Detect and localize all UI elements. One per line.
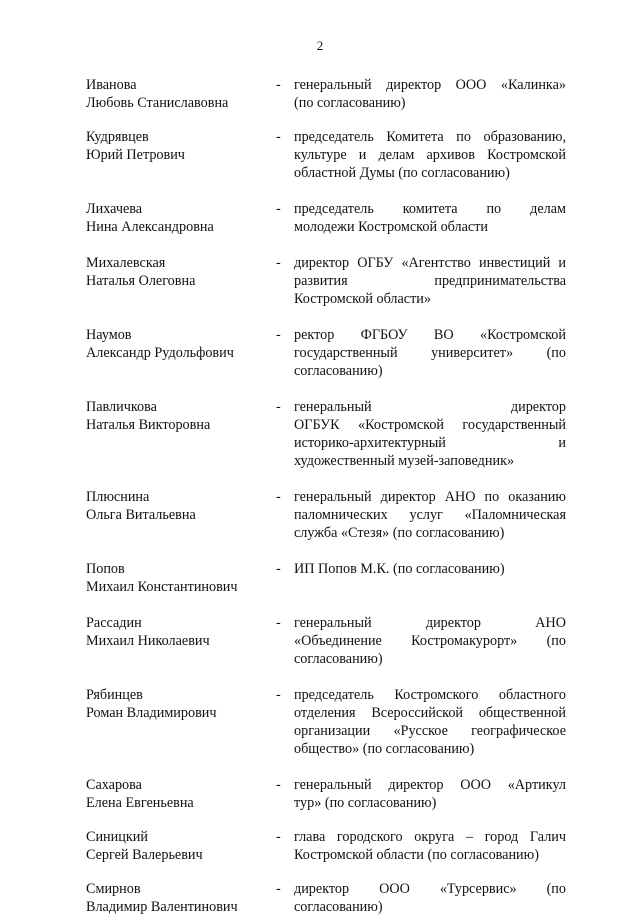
role-line: государственный университет» (по	[294, 345, 566, 361]
position-description	[294, 776, 566, 812]
position-description	[294, 254, 566, 308]
members-list	[86, 76, 566, 916]
role-line: генеральный директор ООО «Калинка»	[294, 77, 566, 93]
role-line: генеральный директор АНО по оказанию	[294, 489, 566, 505]
role-line: председатель комитета по делам	[294, 201, 566, 217]
role-line: художественный музей-заповедник»	[294, 453, 515, 469]
position-description	[294, 128, 566, 182]
list-item	[86, 128, 566, 182]
surname: Лихачева	[86, 201, 143, 217]
list-item	[86, 326, 566, 380]
dash-separator: -	[276, 327, 281, 343]
given-names: Любовь Станиславовна	[86, 95, 229, 111]
role-line: председатель Комитета по образованию,	[294, 129, 566, 145]
role-line: председатель Костромского областного	[294, 687, 566, 703]
surname: Кудрявцев	[86, 129, 149, 145]
role-line: ИП Попов М.К. (по согласованию)	[294, 561, 505, 577]
dash-separator: -	[276, 777, 281, 793]
given-names: Сергей Валерьевич	[86, 847, 203, 863]
person-name	[86, 560, 276, 596]
dash-separator: -	[276, 201, 281, 217]
role-line: служба «Стезя» (по согласованию)	[294, 525, 505, 541]
list-item	[86, 398, 566, 470]
person-name	[86, 776, 276, 812]
dash-separator: -	[276, 129, 281, 145]
position-description	[294, 560, 566, 596]
position-description	[294, 614, 566, 668]
list-item	[86, 776, 566, 812]
role-line: молодежи Костромской области	[294, 219, 489, 235]
given-names: Наталья Олеговна	[86, 273, 196, 289]
list-item	[86, 76, 566, 112]
person-name	[86, 326, 276, 380]
position-description	[294, 200, 566, 236]
role-line: Костромской области»	[294, 291, 431, 307]
surname: Плюснина	[86, 489, 150, 505]
given-names: Елена Евгеньевна	[86, 795, 194, 811]
role-line: директор ООО «Турсервис» (по	[294, 881, 566, 897]
page-number: 2	[316, 38, 324, 53]
dash-separator: -	[276, 881, 281, 897]
role-line: генеральный директор ООО «Артикул	[294, 777, 566, 793]
dash-separator: -	[276, 615, 281, 631]
position-description	[294, 488, 566, 542]
role-line: (по согласованию)	[294, 95, 406, 111]
list-item	[86, 614, 566, 668]
list-item	[86, 828, 566, 864]
given-names: Михаил Константинович	[86, 579, 238, 595]
surname: Павличкова	[86, 399, 157, 415]
list-item	[86, 254, 566, 308]
surname: Сахарова	[86, 777, 142, 793]
dash-separator: -	[276, 829, 281, 845]
role-line: глава городского округа – город Галич	[294, 829, 566, 845]
surname: Рябинцев	[86, 687, 143, 703]
given-names: Нина Александровна	[86, 219, 214, 235]
surname: Синицкий	[86, 829, 148, 845]
position-description	[294, 76, 566, 112]
position-description	[294, 326, 566, 380]
role-line: согласованию)	[294, 363, 383, 379]
role-line: развития предпринимательства	[294, 273, 566, 289]
surname: Смирнов	[86, 881, 141, 897]
role-line: областной Думы (по согласованию)	[294, 165, 510, 181]
surname: Иванова	[86, 77, 137, 93]
given-names: Роман Владимирович	[86, 705, 217, 721]
list-item	[86, 488, 566, 542]
role-line: генеральный директор	[294, 399, 566, 415]
person-name	[86, 76, 276, 112]
dash-separator: -	[276, 561, 281, 577]
given-names: Александр Рудольфович	[86, 345, 234, 361]
person-name	[86, 254, 276, 308]
role-line: отделения Всероссийской общественной	[294, 705, 566, 721]
position-description	[294, 828, 566, 864]
role-line: генеральный директор АНО	[294, 615, 566, 631]
role-line: «Объединение Костромакурорт» (по	[294, 633, 566, 649]
person-name	[86, 398, 276, 470]
given-names: Владимир Валентинович	[86, 899, 238, 915]
list-item	[86, 560, 566, 596]
person-name	[86, 686, 276, 758]
role-line: ректор ФГБОУ ВО «Костромской	[294, 327, 566, 343]
surname: Михалевская	[86, 255, 166, 271]
given-names: Ольга Витальевна	[86, 507, 196, 523]
person-name	[86, 128, 276, 182]
given-names: Наталья Викторовна	[86, 417, 211, 433]
list-item	[86, 200, 566, 236]
role-line: Костромской области (по согласованию)	[294, 847, 539, 863]
dash-separator: -	[276, 255, 281, 271]
position-description	[294, 686, 566, 758]
surname: Рассадин	[86, 615, 142, 631]
role-line: организации «Русское географическое	[294, 723, 566, 739]
person-name	[86, 200, 276, 236]
dash-separator: -	[276, 77, 281, 93]
list-item	[86, 686, 566, 758]
role-line: тур» (по согласованию)	[294, 795, 437, 811]
given-names: Михаил Николаевич	[86, 633, 210, 649]
person-name	[86, 614, 276, 668]
dash-separator: -	[276, 687, 281, 703]
list-item	[86, 880, 566, 916]
role-line: ОГБУК «Костромской государственный	[294, 417, 566, 433]
role-line: историко-архитектурный и	[294, 435, 566, 451]
surname: Попов	[86, 561, 125, 577]
person-name	[86, 880, 276, 916]
dash-separator: -	[276, 399, 281, 415]
role-line: согласованию)	[294, 899, 383, 915]
person-name	[86, 488, 276, 542]
role-line: общество» (по согласованию)	[294, 741, 475, 757]
person-name	[86, 828, 276, 864]
role-line: культуре и делам архивов Костромской	[294, 147, 566, 163]
given-names: Юрий Петрович	[86, 147, 185, 163]
position-description	[294, 398, 566, 470]
surname: Наумов	[86, 327, 132, 343]
role-line: паломнических услуг «Паломническая	[294, 507, 566, 523]
dash-separator: -	[276, 489, 281, 505]
position-description	[294, 880, 566, 916]
role-line: согласованию)	[294, 651, 383, 667]
role-line: директор ОГБУ «Агентство инвестиций и	[294, 255, 566, 271]
